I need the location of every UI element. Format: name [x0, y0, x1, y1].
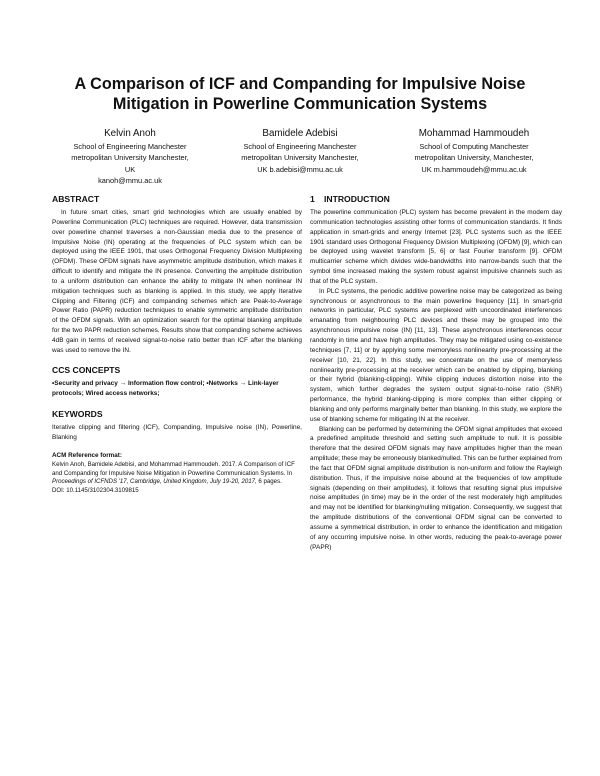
left-column [52, 193, 302, 496]
author-affiliation: metropolitan University Manchester, [241, 153, 359, 163]
section-title: INTRODUCTION [324, 194, 390, 204]
author-affiliation: School of Computing Manchester [419, 142, 529, 151]
author-name: Mohammad Hammoudeh [418, 128, 530, 139]
paper-title [40, 74, 560, 114]
acm-reference-proceedings: Proceedings of ICFNDS '17, Cambridge, United Kingdom, July 19-20, 2017, [52, 478, 257, 486]
right-column [310, 193, 562, 553]
author-block [215, 127, 385, 175]
acm-reference [52, 451, 302, 496]
intro-paragraph-2: In PLC systems, the periodic additive powerline noise may be categorized as being synchronous or asynchronous to the main powerline frequency [11]. In smart-grid networks in particular, PLC systems are perplexed with uncoordinated interferences emanating from neighbouring PLC devices and these may be grouped into the asynchronous impulsive noise (IN) [11, 13]. These asynchronous interferences occur randomly in time and have high amplitudes. They may be mitigated using co-existence techniques [7, 11] or by applying some memoryless nonlinearity pre-processing at the receiver [10, 21, 22]. In this study, we concentrate on the use of memoryless nonlinearity pre-processing at the receiver which can be enabled by clipping, blanking or their hybrid (blanking-clipping). While clipping induces distortion noise into the system, which further degrades the system output signal-to-noise ratio (SNR) performance, the hybrid blanking-clipping is more complex than either clipping or blanking and only performs marginally better than blanking. In this study, we explore the use of blanking scheme for mitigating IN at the receiver. [310, 287, 562, 423]
author-affiliation: metropolitan University Manchester, [71, 153, 189, 163]
keywords-heading: KEYWORDS [52, 409, 103, 420]
author-affiliation: School of Engineering Manchester [73, 142, 187, 151]
author-block [388, 127, 560, 175]
author-name: Bamidele Adebisi [262, 128, 338, 139]
introduction-heading [310, 193, 562, 205]
title-line-1: A Comparison of ICF and Companding for Impulsive Noise [74, 75, 526, 93]
acm-reference-doi: DOI: 10.1145/3102304.3109815 [52, 486, 139, 494]
author-email: kanoh@mmu.ac.uk [98, 176, 162, 186]
intro-paragraph-3: Blanking can be performed by determining the OFDM signal amplitudes that exceed a predefined amplitude threshold and setting such amplitude to null. It is possible therefore that the desired OFDM signals may have amplitudes higher than the mean amplitude; these may be erroneously blanked/nulled. This can be further explained from the fact that OFDM signal amplitude distribution is non-uniform and follow the Rayleigh distribution. Thus, if the impulsive noise abound at the frequencies of low amplitude signals (depending on their amplitudes), it follows that resulting signal plus impulsive noise amplitudes (in time) may be in the order of the rest moderately high amplitudes and may not be identified for blanking/nulling mitigation. Consequently, we suggest that the amplitude distributions of the conventional OFDM signal can be converted to assume a symmetrical distribution, in order to enhance the identification and mitigation of any occurring impulsive noise. In other words, reducing the peak-to-average power (PAPR) [310, 425, 562, 551]
ccs-text: •Security and privacy → Information flow control; •Networks → Link-layer protocols; Wired access networks; [52, 379, 279, 397]
section-number: 1 [310, 194, 315, 204]
acm-reference-text [52, 461, 302, 487]
keywords-text: Iterative clipping and filtering (ICF), Companding, Impulsive noise (IN), Powerline, Blanking [52, 424, 302, 442]
author-affiliation: UK m.hammoudeh@mmu.ac.uk [421, 164, 527, 174]
intro-paragraph-1: The powerline communication (PLC) system has become prevalent in the modern day communication technologies assisting other forms of communication standards. It finds application in smart-grids and energy Internet [23]. PLC systems such as the IEEE 1901 standard uses Orthogonal Frequency Division Multiplexing (OFDM) [9], which can be deployed using wavelet transform [5, 6] or fast Fourier transform [9]. OFDM multicarrier scheme which divides wide-bandwidths into narrow-bands such that the symbol time increased making the system robust against impulsive channels such as that of the PLC system. [310, 209, 562, 285]
author-name: Kelvin Anoh [104, 128, 156, 139]
author-affiliation: UK [124, 164, 136, 174]
abstract-text: In future smart cities, smart grid technologies which are usually enabled by Powerline Communication (PLC) techniques are required. However, data transmission over powerline channel traverses a non-Gaussian media due to the presence of Impulsive Noise (IN) operating at the frequencies of PLC system which can be deployed using the IEEE 1901, that uses Orthogonal Frequency Division Multiplexing (OFDM). These OFDM signals have asymmetric amplitude distribution, which makes it difficult to identify and mitigate the IN presence. Converting the amplitude distribution to a uniform distribution can enhance the ability to mitigate IN when nonlinear IN mitigation techniques such as blanking is applied. In this study, we apply Iterative Clipping and Filtering (ICF) and companding schemes which are Peak-to-Average Power Ratio (PAPR) reduction techniques to enable symmetric amplitude distribution of the OFDM signals. With an optimization search for the optimal blanking amplitude for the two PAPR reduction schemes. Results show that companding scheme achieves 4dB gain in terms of received signal-to-noise ratio better than ICF after the blanking was used to remove the IN. [52, 209, 302, 354]
author-affiliation: metropolitan University, Manchester, [414, 153, 534, 163]
title-line-2: Mitigation in Powerline Communication Systems [112, 95, 488, 113]
author-affiliation: UK b.adebisi@mmu.ac.uk [257, 164, 343, 174]
ccs-heading: CCS CONCEPTS [52, 364, 121, 375]
acm-reference-prefix: Kelvin Anoh, Bamidele Adebisi, and Mohammad Hammoudeh. 2017. A Comparison of ICF and Companding for Impulsive Noise Mitigation in Powerline Communication Systems. In [52, 460, 295, 477]
acm-reference-suffix: 6 pages. [256, 478, 282, 486]
abstract-heading: ABSTRACT [52, 194, 100, 204]
acm-reference-heading: ACM Reference format: [52, 452, 122, 460]
author-block [50, 127, 210, 187]
author-affiliation: School of Engineering Manchester [243, 142, 357, 151]
